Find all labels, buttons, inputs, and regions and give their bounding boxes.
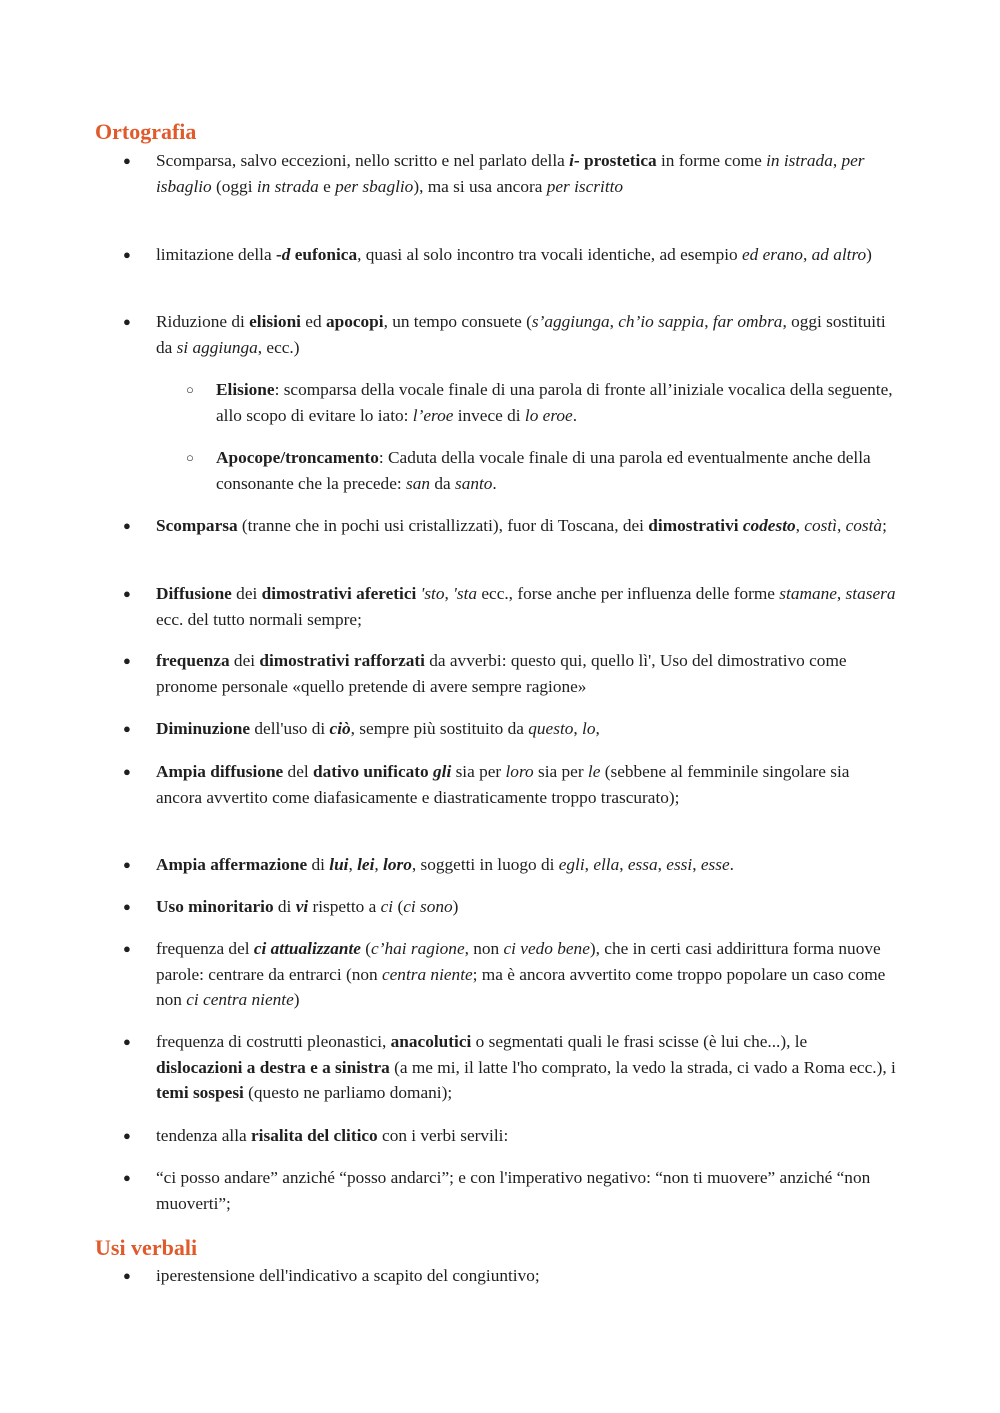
text-run: da	[430, 473, 455, 493]
text-run: risalita del clitico	[251, 1126, 378, 1145]
text-run: egli	[558, 855, 585, 874]
text-run: , ecc.)	[257, 337, 300, 357]
text-run: e	[318, 176, 336, 196]
text-run: Ampia diffusione	[156, 762, 284, 781]
bullet-icon: ●	[123, 247, 131, 262]
text-run: costì	[804, 516, 837, 535]
text-run: ,	[374, 855, 384, 874]
text-run: (	[360, 939, 372, 958]
text-run: .	[492, 473, 497, 493]
text-run: Scomparsa	[156, 516, 238, 535]
text-run: Elisione	[216, 380, 275, 399]
text-run: del	[283, 762, 313, 781]
text-run: ,	[595, 719, 600, 738]
text-run: Riduzione di	[156, 312, 250, 331]
text-run: eufonica	[290, 245, 358, 264]
text-run: Scomparsa, salvo eccezioni, nello scritto e nel parlato della	[156, 151, 570, 170]
text-run: loro	[505, 762, 534, 781]
text-run: in forme come	[656, 151, 767, 170]
text-run: , non	[464, 939, 504, 958]
text-run: questo	[528, 719, 574, 738]
text-run: )	[293, 990, 300, 1010]
text-run: ,	[619, 855, 628, 874]
list-item-indicativo	[123, 1263, 896, 1289]
text-run: loro	[383, 855, 412, 874]
text-run: invece di	[453, 405, 525, 425]
text-run: ,	[657, 855, 667, 874]
text-run: sia per	[451, 762, 506, 781]
section-title-usi-verbali: Usi verbali	[95, 1235, 198, 1260]
text-run: tendenza alla	[156, 1126, 251, 1145]
bullet-icon: ●	[123, 1128, 131, 1143]
text-run: , quasi al solo incontro tra vocali identiche, ad esempio	[357, 245, 742, 264]
text-run: )	[866, 245, 872, 264]
text-run: temi sospesi	[156, 1083, 244, 1103]
text-run: ecc. del tutto normali sempre;	[156, 609, 362, 629]
text-run: essi	[666, 855, 693, 874]
text-run: ci sono	[403, 897, 453, 916]
text-run: (a me mi, il latte l'ho comprato, la vedo la strada, ci vado a Roma ecc.), i	[389, 1057, 896, 1077]
text-run: lei	[357, 855, 375, 874]
text-run: centra niente	[381, 964, 473, 984]
text-run: per iscritto	[546, 176, 624, 196]
text-run: ci	[380, 897, 394, 916]
text-run: per isbaglio	[156, 151, 865, 196]
text-run: (sebbene al femminile singolare sia ancora avvertito come diafasicamente e diastraticamente troppo trascurato);	[156, 762, 850, 807]
text-run: di	[273, 897, 296, 916]
bullet-icon: ●	[123, 857, 131, 872]
text-run: sia per	[533, 762, 588, 781]
list-item-scomparsa-dimostrativi	[123, 513, 896, 539]
text-run: ), ma si usa ancora	[413, 176, 547, 196]
text-run: c’hai ragione	[371, 939, 465, 958]
text-run: ,	[444, 584, 454, 603]
text-run: ,	[795, 516, 805, 535]
text-run: codesto	[742, 516, 796, 535]
text-run: ci vedo bene	[503, 939, 590, 958]
text-run: lui	[329, 855, 349, 874]
text-run: stamane	[779, 584, 837, 603]
text-run: ella	[593, 855, 620, 874]
text-run: dimostrativi	[648, 516, 743, 535]
text-run: dell'uso di	[250, 719, 330, 738]
bullet-icon: ●	[123, 518, 131, 533]
list-item-lui-lei-loro	[123, 852, 896, 878]
text-run: ; ma è ancora avvertito come troppo popolare un caso come non	[156, 964, 886, 1010]
list-item-rafforzati	[123, 648, 896, 699]
text-run: Ampia affermazione	[156, 855, 308, 874]
text-run: frequenza del	[156, 939, 254, 958]
text-run: rispetto a	[308, 897, 381, 916]
bullet-icon: ●	[123, 153, 131, 168]
bullet-icon: ●	[123, 899, 131, 914]
bullet-icon: ●	[123, 653, 131, 668]
text-run: “ci posso andare” anziché “posso andarci”; e con l'imperativo negativo: “non ti muovere” anziché “non muoverti”;	[156, 1168, 871, 1213]
text-run: ,	[584, 855, 594, 874]
list-item-cio	[123, 716, 896, 742]
list-item-ci-attualizzante	[123, 936, 896, 1013]
text-run: per sbaglio	[335, 176, 414, 196]
text-run: lo eroe	[524, 405, 573, 425]
text-run: dativo unificato	[313, 762, 434, 781]
sublist-item-apocope	[186, 445, 896, 496]
text-run: di	[307, 855, 330, 874]
text-run: Diminuzione	[156, 719, 251, 738]
text-run: 'sta	[453, 584, 478, 603]
text-run: o segmentati quali le frasi scisse (è lui che...), le	[471, 1032, 808, 1051]
text-run: in istrada	[766, 151, 833, 170]
text-run: ch’io sappia	[618, 312, 705, 331]
section-title-ortografia: Ortografia	[95, 119, 197, 144]
text-run: dimostrativi rafforzati	[259, 651, 425, 670]
text-run: anacolutici	[390, 1032, 472, 1051]
text-run: limitazione della	[156, 245, 276, 264]
bullet-icon: ●	[123, 721, 131, 736]
text-run: Diffusione	[156, 584, 232, 603]
text-run: (questo ne parliamo domani);	[243, 1083, 453, 1103]
text-run: Apocope/troncamento	[216, 448, 379, 467]
text-run: in strada	[256, 176, 319, 196]
text-run: prostetica	[579, 151, 657, 170]
text-run: elisioni	[249, 312, 301, 331]
list-item-prostetica	[123, 148, 896, 199]
text-run: ci centra niente	[186, 990, 294, 1010]
text-run: ,	[573, 719, 583, 738]
text-run: s’aggiunga	[531, 312, 610, 331]
text-run: ;	[882, 516, 887, 535]
bullet-icon: ●	[123, 1268, 131, 1283]
text-run: , oggi sostituiti da	[156, 312, 886, 357]
text-run: 'sto	[420, 584, 445, 603]
text-run: , sempre più sostituito da	[350, 719, 529, 738]
text-run: da avverbi: questo qui, quello lì', Uso del dimostrativo come pronome personale «quello pretende di avere sempre ragione»	[156, 651, 847, 696]
list-item-pleonastici	[123, 1029, 896, 1106]
list-item-vi	[123, 894, 896, 920]
list-item-dativo	[123, 759, 896, 810]
text-run: .	[572, 405, 578, 425]
text-run: ,	[692, 855, 701, 874]
list-item-aferetici	[123, 581, 896, 632]
list-item-imperativo	[123, 1165, 896, 1216]
text-run: santo	[454, 473, 493, 493]
bullet-icon: ●	[123, 314, 131, 329]
text-run: ed erano	[742, 245, 803, 264]
bullet-icon: ●	[123, 941, 131, 956]
text-run: si aggiunga	[176, 337, 258, 357]
text-run: dimostrativi aferetici	[261, 584, 417, 603]
text-run: frequenza	[156, 651, 230, 670]
text-run: dislocazioni a destra e a sinistra	[156, 1057, 390, 1077]
text-run: .	[729, 855, 734, 874]
text-run: (oggi	[211, 176, 257, 196]
text-run: : Caduta della vocale finale di una parola ed eventualmente anche della consonante che la precede:	[216, 448, 871, 493]
hollow-bullet-icon: ○	[186, 382, 194, 397]
text-run: ed	[300, 312, 326, 331]
text-run: gli	[433, 762, 452, 781]
text-run: ), che in certi casi addirittura forma nuove parole: centrare da entrarci (non	[156, 939, 881, 984]
text-run: essa	[627, 855, 658, 874]
text-run: ,	[832, 151, 842, 170]
text-run: le	[587, 762, 601, 781]
text-run: ciò	[329, 719, 351, 738]
sublist-item-elisione	[186, 377, 896, 428]
text-run: ,	[802, 245, 812, 264]
text-run: ,	[704, 312, 713, 331]
text-run: (	[393, 897, 404, 916]
bullet-icon: ●	[123, 764, 131, 779]
text-run: stasera	[845, 584, 896, 603]
text-run: , soggetti in luogo di	[411, 855, 559, 874]
text-run: apocopi	[325, 312, 384, 331]
text-run: -	[275, 245, 282, 264]
text-run: ci attualizzante	[253, 939, 361, 958]
text-run: d	[281, 245, 291, 264]
list-item-clitico	[123, 1123, 896, 1149]
text-run: dei	[229, 651, 260, 670]
text-run: esse	[700, 855, 730, 874]
text-run: ,	[348, 855, 358, 874]
list-item-elisioni-apocopi	[123, 309, 896, 360]
text-run: costà	[845, 516, 883, 535]
text-run: ecc., forse anche per influenza delle forme	[477, 584, 780, 603]
bullet-icon: ●	[123, 1034, 131, 1049]
text-run: )	[452, 897, 459, 916]
text-run: (tranne che in pochi usi cristallizzati), fuor di Toscana, dei	[237, 516, 649, 535]
text-run: l’eroe	[412, 405, 454, 425]
text-run: far ombra	[712, 312, 783, 331]
text-run: iperestensione dell'indicativo a scapito del congiuntivo;	[156, 1266, 540, 1285]
text-run: , un tempo consuete (	[383, 312, 532, 331]
text-run: con i verbi servili:	[377, 1126, 509, 1145]
text-run: ,	[836, 516, 846, 535]
list-item-d-eufonica	[123, 242, 896, 268]
bullet-icon: ●	[123, 586, 131, 601]
text-run: san	[406, 473, 431, 493]
text-run: : scomparsa della vocale finale di una parola di fronte all’iniziale vocalica della seguente, allo scopo di evitare lo iato:	[216, 380, 893, 425]
text-run: ad altro	[811, 245, 867, 264]
text-run: frequenza di costrutti pleonastici,	[156, 1032, 391, 1051]
text-run: ,	[836, 584, 846, 603]
text-run: lo	[582, 719, 596, 738]
text-run: ,	[609, 312, 619, 331]
text-run: Uso minoritario	[156, 897, 274, 916]
text-run: vi	[295, 897, 309, 916]
bullet-icon: ●	[123, 1170, 131, 1185]
hollow-bullet-icon: ○	[186, 450, 194, 465]
text-run: dei	[231, 584, 262, 603]
text-run: i-	[569, 151, 580, 170]
